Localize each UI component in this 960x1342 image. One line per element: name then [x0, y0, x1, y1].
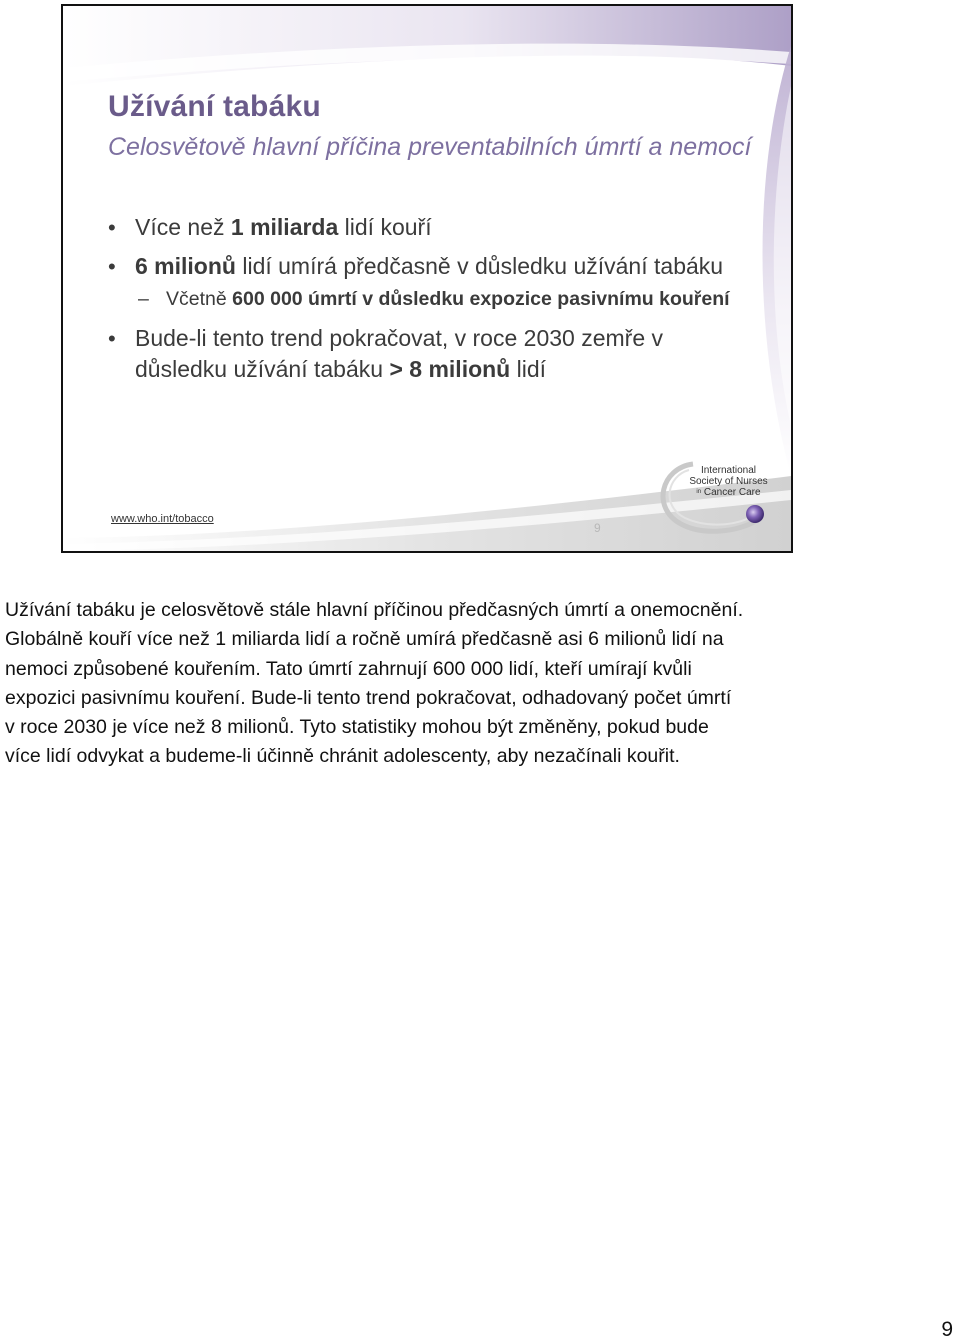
speaker-notes	[5, 596, 955, 772]
isncc-logo	[653, 458, 773, 538]
bullet-marker: •	[108, 215, 116, 240]
bullet-deaths: • 6 milionů lidí umírá předčasně v důsledku užívání tabáku	[108, 251, 748, 282]
slide-image	[61, 4, 793, 553]
bullet-marker: •	[108, 254, 116, 279]
page-number: 9	[941, 1318, 953, 1341]
notes-line: Užívání tabáku je celosvětově stále hlavní příčinou předčasných úmrtí a onemocnění.	[5, 599, 744, 621]
who-tobacco-link[interactable]: www.who.int/tobacco	[111, 513, 214, 525]
slide-bullet-list	[108, 212, 748, 385]
dash-marker: –	[138, 288, 149, 310]
slide-number: 9	[594, 521, 601, 535]
bullet-smokers: • Více než 1 miliarda lidí kouří	[108, 212, 748, 243]
slide-title: Užívání tabáku	[108, 90, 321, 123]
bullet-marker: •	[108, 326, 116, 351]
notes-line: nemoci způsobené kouřením. Tato úmrtí zahrnují 600 000 lidí, kteří umírají kvůli	[5, 657, 692, 680]
logo-text: International Society of Nurses in Cancer Care	[689, 465, 768, 498]
notes-line: v roce 2030 je více než 8 milionů. Tyto statistiky mohou být změněny, pokud bude	[5, 716, 709, 739]
notes-line: Globálně kouří více než 1 miliarda lidí a ročně umírá předčasně asi 6 milionů lidí na	[5, 628, 724, 651]
slide-subtitle: Celosvětově hlavní příčina preventabilních úmrtí a nemocí	[108, 133, 752, 161]
bullet-trend-2030: • Bude-li tento trend pokračovat, v roce 2030 zemře v důsledku užívání tabáku > 8 milionů lidí	[108, 325, 664, 382]
notes-line: expozici pasivnímu kouření. Bude-li tento trend pokračovat, odhadovaný počet úmrtí	[5, 686, 732, 709]
notes-line: více lidí odvykat a budeme-li účinně chránit adolescenty, aby nezačínali kouřit.	[5, 745, 680, 768]
sub-bullet-passive-smoking: – Včetně 600 000 úmrtí v důsledku expozice pasivnímu kouření	[108, 286, 748, 313]
